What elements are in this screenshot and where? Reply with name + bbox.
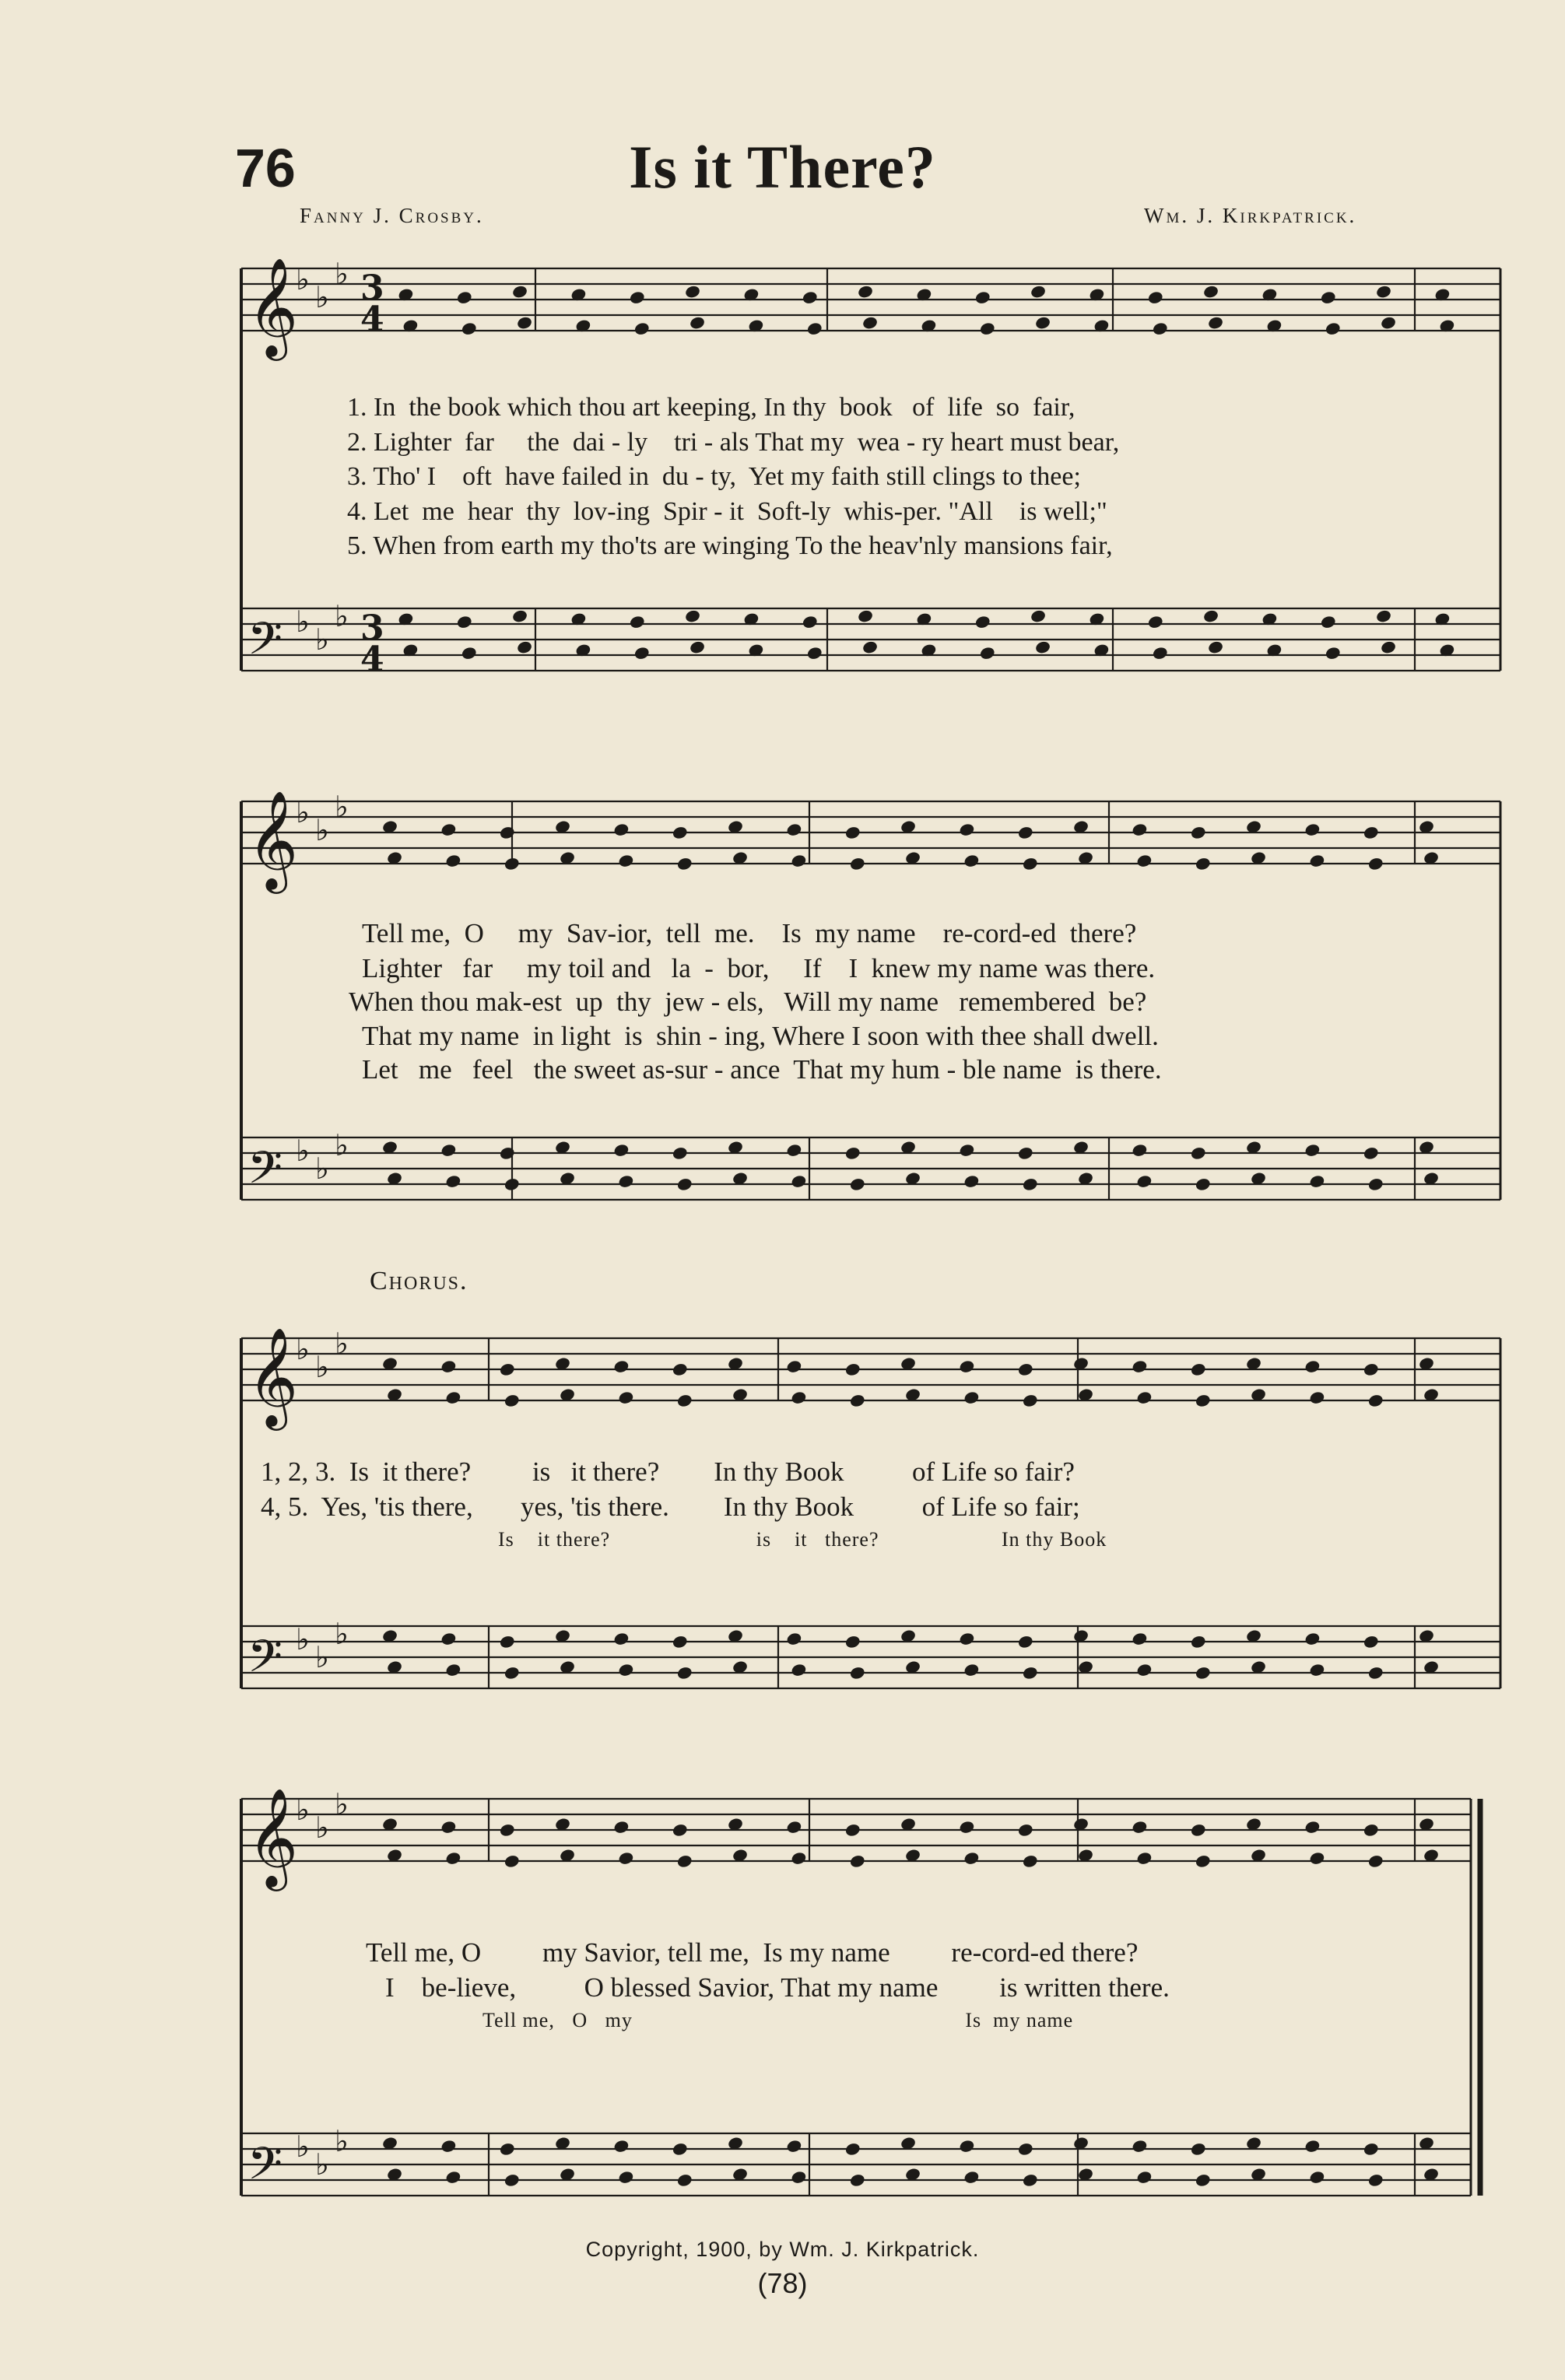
notehead <box>1304 2139 1321 2154</box>
notehead <box>959 1143 976 1158</box>
notehead <box>1136 1390 1153 1405</box>
notehead <box>613 1143 630 1158</box>
notehead <box>1367 2173 1384 2188</box>
notehead <box>1363 825 1380 840</box>
treble-clef-icon: 𝄞 <box>247 1327 299 1426</box>
notehead <box>786 1820 803 1835</box>
notehead <box>456 615 473 629</box>
notehead <box>1375 284 1392 299</box>
notehead <box>504 1177 521 1192</box>
notehead <box>618 2170 635 2185</box>
notehead <box>516 315 533 330</box>
notehead <box>629 290 646 305</box>
notehead <box>1030 608 1047 623</box>
notehead <box>1190 2142 1207 2157</box>
hymn-number: 76 <box>235 138 296 198</box>
verse-line-4: 4. Let me hear thy lov-ing Spir - it Soft-ly whis-per. "All is well;" <box>347 497 1107 526</box>
notehead <box>461 646 478 661</box>
notehead <box>1017 1146 1034 1161</box>
svg-text:♭: ♭ <box>315 1810 329 1845</box>
notehead <box>857 284 874 299</box>
notehead <box>844 1362 861 1377</box>
svg-text:♭: ♭ <box>315 1350 329 1384</box>
notehead <box>618 1390 635 1405</box>
svg-text:3: 3 <box>360 268 384 308</box>
notehead <box>844 1146 861 1161</box>
verse-line-1: 1. In the book which thou art keeping, In thy book of life so fair, <box>347 393 1075 422</box>
notehead <box>1136 854 1153 868</box>
notehead <box>1022 2173 1039 2188</box>
notehead <box>1195 1666 1212 1681</box>
notehead <box>1190 1635 1207 1649</box>
chorus-line-2: 4, 5. Yes, 'tis there, yes, 'tis there. In thy Book of Life so fair; <box>261 1491 1080 1522</box>
notehead <box>613 1632 630 1646</box>
notehead <box>1022 857 1039 871</box>
notehead <box>633 321 651 336</box>
svg-text:♭: ♭ <box>296 605 310 639</box>
author-credit: Fanny J. Crosby. <box>300 204 484 227</box>
notehead <box>849 857 866 871</box>
notehead <box>1132 1143 1149 1158</box>
notehead <box>1202 608 1219 623</box>
refrain-line-1: Tell me, O my Sav-ior, tell me. Is my name re-cord-ed there? <box>362 918 1137 948</box>
notehead <box>1132 1820 1149 1835</box>
bass-clef-icon: 𝄢 <box>247 1141 283 1205</box>
notehead <box>802 615 819 629</box>
svg-text:♭: ♭ <box>335 1128 349 1162</box>
notehead <box>1195 857 1212 871</box>
notehead <box>1017 1635 1034 1649</box>
notehead <box>1367 1666 1384 1681</box>
notehead <box>844 825 861 840</box>
chorus-line-3: Tell me, O my Savior, tell me, Is my name re-cord-ed there? <box>366 1937 1139 1968</box>
svg-text:♭: ♭ <box>335 257 349 291</box>
notehead <box>672 825 689 840</box>
notehead <box>1147 615 1164 629</box>
noteheads <box>381 284 1455 2188</box>
notehead <box>499 1635 516 1649</box>
notehead <box>618 1663 635 1677</box>
hymn-title: Is it There? <box>629 133 936 201</box>
notehead <box>618 854 635 868</box>
notehead <box>1309 1390 1326 1405</box>
notehead <box>1190 1362 1207 1377</box>
svg-text:♭: ♭ <box>315 2147 329 2182</box>
notehead <box>1375 608 1392 623</box>
notehead <box>504 2173 521 2188</box>
svg-text:♭: ♭ <box>335 599 349 633</box>
notehead <box>974 615 991 629</box>
svg-text:3: 3 <box>360 608 384 648</box>
notehead <box>1304 822 1321 837</box>
notehead <box>440 2139 458 2154</box>
notehead <box>806 321 823 336</box>
notehead <box>974 290 991 305</box>
notehead <box>806 646 823 661</box>
bass-clef-icon: 𝄢 <box>247 612 283 676</box>
svg-text:♭: ♭ <box>296 1622 310 1656</box>
page-number: (78) <box>757 2267 808 2299</box>
notehead <box>844 1635 861 1649</box>
notehead <box>504 857 521 871</box>
notehead <box>613 1359 630 1374</box>
notehead <box>672 2142 689 2157</box>
notehead <box>844 2142 861 2157</box>
notehead <box>1136 1851 1153 1866</box>
notehead <box>1022 1177 1039 1192</box>
svg-text:♭: ♭ <box>296 1134 310 1168</box>
notehead <box>1363 1146 1380 1161</box>
notehead <box>672 1362 689 1377</box>
notehead <box>791 1663 808 1677</box>
notehead <box>445 1390 462 1405</box>
notehead <box>844 1823 861 1838</box>
notehead <box>618 1174 635 1189</box>
svg-text:♭: ♭ <box>315 1640 329 1674</box>
notehead <box>791 1851 808 1866</box>
notehead <box>1325 646 1342 661</box>
notehead <box>499 1146 516 1161</box>
notehead <box>445 854 462 868</box>
refrain-line-2: Lighter far my toil and la - bor, If I knew my name was there. <box>362 953 1156 983</box>
notehead <box>1363 1823 1380 1838</box>
treble-clef-icon: 𝄞 <box>247 1787 299 1887</box>
notehead <box>440 1632 458 1646</box>
notehead <box>440 1143 458 1158</box>
notehead <box>689 640 706 654</box>
notehead <box>963 2170 981 2185</box>
notehead <box>861 640 879 654</box>
notehead <box>1022 1666 1039 1681</box>
bass-clef-icon: 𝄢 <box>247 1630 283 1694</box>
notehead <box>445 1663 462 1677</box>
staff-system-4-bass <box>241 2133 1471 2196</box>
notehead <box>1195 2173 1212 2188</box>
notehead <box>1017 2142 1034 2157</box>
notehead <box>786 1143 803 1158</box>
notehead <box>672 1146 689 1161</box>
notehead <box>791 2170 808 2185</box>
svg-text:♭: ♭ <box>335 2124 349 2158</box>
notehead <box>676 2173 693 2188</box>
notehead <box>1022 1393 1039 1408</box>
svg-text:♭: ♭ <box>335 1617 349 1651</box>
refrain-line-4: That my name in light is shin - ing, Where I soon with thee shall dwell. <box>362 1021 1159 1051</box>
notehead <box>1147 290 1164 305</box>
notehead <box>849 1393 866 1408</box>
chorus-heading: Chorus. <box>370 1267 468 1295</box>
notehead <box>676 1666 693 1681</box>
notehead <box>1207 315 1224 330</box>
notehead <box>633 646 651 661</box>
svg-text:♭: ♭ <box>315 1151 329 1186</box>
notehead <box>1152 321 1169 336</box>
notehead <box>1017 1823 1034 1838</box>
notehead <box>979 321 996 336</box>
notehead <box>440 822 458 837</box>
notehead <box>1190 1146 1207 1161</box>
notehead <box>672 1823 689 1838</box>
verse-line-3: 3. Tho' I oft have failed in du - ty, Yet my faith still clings to thee; <box>347 462 1081 491</box>
notehead <box>959 1359 976 1374</box>
chorus-line-1: 1, 2, 3. Is it there? is it there? In thy Book of Life so fair? <box>261 1456 1075 1487</box>
notehead <box>684 284 701 299</box>
notehead <box>504 1666 521 1681</box>
refrain-line-3: When thou mak-est up thy jew - els, Will my name remembered be? <box>349 987 1147 1017</box>
notehead <box>1202 284 1219 299</box>
svg-text:♭: ♭ <box>315 813 329 847</box>
notehead <box>676 1393 693 1408</box>
notehead <box>786 1359 803 1374</box>
notehead <box>1030 284 1047 299</box>
notehead <box>1190 825 1207 840</box>
notehead <box>676 857 693 871</box>
notehead <box>1309 854 1326 868</box>
svg-text:4: 4 <box>360 640 384 679</box>
notehead <box>1380 315 1397 330</box>
notehead <box>1132 2139 1149 2154</box>
chorus-line-4: I be-lieve, O blessed Savior, That my name is written there. <box>385 1972 1170 2003</box>
notehead <box>1132 1359 1149 1374</box>
notehead <box>1363 2142 1380 2157</box>
svg-text:4: 4 <box>360 300 384 339</box>
notehead <box>1136 1174 1153 1189</box>
notehead <box>1309 2170 1326 2185</box>
notehead <box>1195 1854 1212 1869</box>
notehead <box>1309 1851 1326 1866</box>
notehead <box>1363 1635 1380 1649</box>
notehead <box>1320 615 1337 629</box>
notehead <box>445 1174 462 1189</box>
notehead <box>1207 640 1224 654</box>
notehead <box>1136 2170 1153 2185</box>
notehead <box>1152 646 1169 661</box>
refrain-line-5: Let me feel the sweet as-sur - ance That my hum - ble name is there. <box>362 1054 1162 1085</box>
notehead <box>786 2139 803 2154</box>
notehead <box>1367 1854 1384 1869</box>
notehead <box>440 1359 458 1374</box>
notehead <box>499 2142 516 2157</box>
notehead <box>861 315 879 330</box>
notehead <box>618 1851 635 1866</box>
composer-credit: Wm. J. Kirkpatrick. <box>1144 204 1357 227</box>
svg-text:♭: ♭ <box>296 2129 310 2164</box>
notehead <box>499 1823 516 1838</box>
notehead <box>511 608 528 623</box>
notehead <box>445 1851 462 1866</box>
notehead <box>1304 1143 1321 1158</box>
notehead <box>440 1820 458 1835</box>
notehead <box>1022 1854 1039 1869</box>
treble-clef-icon: 𝄞 <box>247 790 299 889</box>
notehead <box>516 640 533 654</box>
notehead <box>1017 1362 1034 1377</box>
notehead <box>963 1663 981 1677</box>
notehead <box>849 1177 866 1192</box>
notehead <box>959 822 976 837</box>
notehead <box>1320 290 1337 305</box>
verse-line-2: 2. Lighter far the dai - ly tri - als That my wea - ry heart must bear, <box>347 428 1120 457</box>
notehead <box>1304 1632 1321 1646</box>
notehead <box>849 2173 866 2188</box>
notehead <box>1034 640 1051 654</box>
notehead <box>963 1174 981 1189</box>
verse-line-5: 5. When from earth my tho'ts are winging To the heav'nly mansions fair, <box>347 531 1113 560</box>
notehead <box>511 284 528 299</box>
chorus-bass-echo: Is it there? is it there? In thy Book <box>498 1528 1107 1551</box>
notehead <box>445 2170 462 2185</box>
notehead <box>1367 1177 1384 1192</box>
notehead <box>689 315 706 330</box>
notehead <box>963 854 981 868</box>
notehead <box>1132 1632 1149 1646</box>
svg-text:♭: ♭ <box>296 1332 310 1366</box>
notehead <box>504 1854 521 1869</box>
notehead <box>1309 1663 1326 1677</box>
notehead <box>963 1851 981 1866</box>
notehead <box>1380 640 1397 654</box>
notehead <box>791 1174 808 1189</box>
notehead <box>1132 822 1149 837</box>
notehead <box>857 608 874 623</box>
notehead <box>1367 857 1384 871</box>
notehead <box>1363 1362 1380 1377</box>
notehead <box>1367 1393 1384 1408</box>
notehead <box>791 1390 808 1405</box>
notehead <box>613 822 630 837</box>
notehead <box>499 1362 516 1377</box>
notehead <box>676 1854 693 1869</box>
notehead <box>959 2139 976 2154</box>
svg-text:♭: ♭ <box>335 790 349 824</box>
treble-clef-icon: 𝄞 <box>247 257 299 356</box>
notehead <box>676 1177 693 1192</box>
notehead <box>613 2139 630 2154</box>
notehead <box>1325 321 1342 336</box>
copyright-notice: Copyright, 1900, by Wm. J. Kirkpatrick. <box>585 2238 980 2261</box>
notehead <box>499 825 516 840</box>
svg-text:♭: ♭ <box>296 262 310 296</box>
notehead <box>629 615 646 629</box>
notehead <box>791 854 808 868</box>
notehead <box>963 1390 981 1405</box>
notehead <box>786 1632 803 1646</box>
notehead <box>461 321 478 336</box>
notehead <box>1304 1820 1321 1835</box>
svg-text:♭: ♭ <box>296 795 310 829</box>
notehead <box>979 646 996 661</box>
notehead <box>1017 825 1034 840</box>
notehead <box>959 1820 976 1835</box>
notehead <box>456 290 473 305</box>
notehead <box>684 608 701 623</box>
svg-text:♭: ♭ <box>335 1327 349 1361</box>
notehead <box>1034 315 1051 330</box>
svg-text:♭: ♭ <box>296 1793 310 1827</box>
notehead <box>672 1635 689 1649</box>
notehead <box>1195 1177 1212 1192</box>
notehead <box>504 1393 521 1408</box>
notehead <box>1304 1359 1321 1374</box>
notehead <box>1195 1393 1212 1408</box>
notehead <box>613 1820 630 1835</box>
notehead <box>786 822 803 837</box>
svg-text:♭: ♭ <box>315 280 329 314</box>
notehead <box>802 290 819 305</box>
svg-text:♭: ♭ <box>315 622 329 657</box>
notehead <box>849 1666 866 1681</box>
notehead <box>959 1632 976 1646</box>
svg-text:♭: ♭ <box>335 1787 349 1821</box>
notehead <box>1136 1663 1153 1677</box>
chorus-bass-echo-2: Tell me, O my Is my name <box>482 2009 1074 2031</box>
bass-clef-icon: 𝄢 <box>247 2137 283 2201</box>
notehead <box>1190 1823 1207 1838</box>
notehead <box>1309 1174 1326 1189</box>
notehead <box>849 1854 866 1869</box>
